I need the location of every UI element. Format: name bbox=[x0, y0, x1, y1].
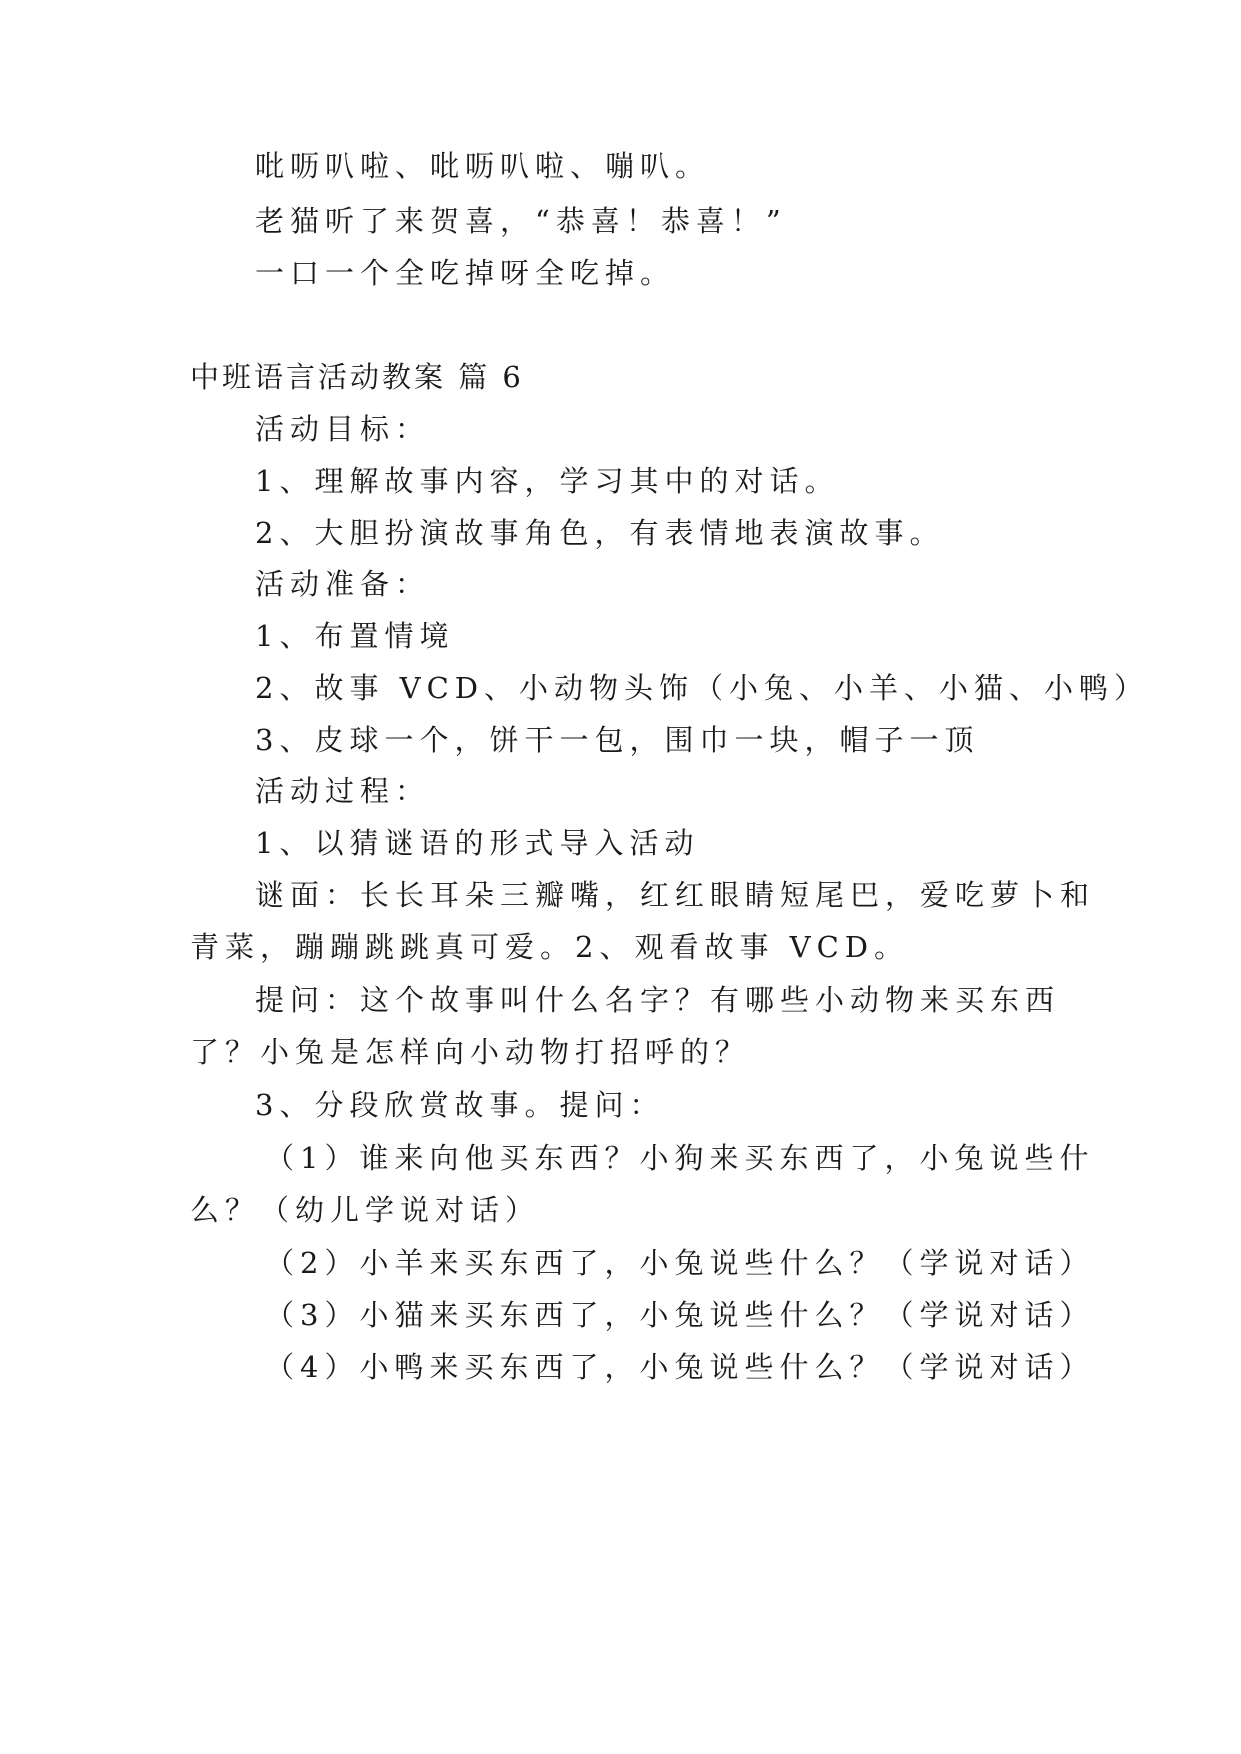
sub-question-3: （3）小猫来买东西了，小兔说些什么？（学说对话） bbox=[265, 1298, 1095, 1332]
sub-question-1-line-1: （1）谁来向他买东西？小狗来买东西了，小兔说些什 bbox=[265, 1141, 1095, 1175]
prep-item-2: 2、故事 VCD、小动物头饰（小兔、小羊、小猫、小鸭） bbox=[255, 671, 1150, 705]
process-step-1: 1、以猜谜语的形式导入活动 bbox=[255, 826, 700, 860]
poem-line-3: 一口一个全吃掉呀全吃掉。 bbox=[255, 256, 676, 290]
poem-line-1: 吡呖叭啦、吡呖叭啦、嘣叭。 bbox=[255, 149, 711, 183]
process-heading: 活动过程： bbox=[255, 774, 431, 808]
riddle-line-2: 青菜，蹦蹦跳跳真可爱。2、观看故事 VCD。 bbox=[190, 930, 910, 964]
sub-question-1-line-2: 么？（幼儿学说对话） bbox=[190, 1193, 541, 1227]
goal-item-2: 2、大胆扮演故事角色，有表情地表演故事。 bbox=[255, 516, 945, 550]
prep-heading: 活动准备： bbox=[255, 567, 431, 601]
prep-item-3: 3、皮球一个，饼干一包，围巾一块，帽子一顶 bbox=[255, 723, 980, 757]
question-line-2: 了？小兔是怎样向小动物打招呼的？ bbox=[190, 1035, 751, 1069]
goal-item-1: 1、理解故事内容，学习其中的对话。 bbox=[255, 464, 840, 498]
riddle-line-1: 谜面：长长耳朵三瓣嘴，红红眼睛短尾巴，爱吃萝卜和 bbox=[255, 878, 1096, 912]
process-step-3: 3、分段欣赏故事。提问： bbox=[255, 1088, 665, 1122]
sub-question-2: （2）小羊来买东西了，小兔说些什么？（学说对话） bbox=[265, 1246, 1095, 1280]
poem-line-2: 老猫听了来贺喜，“恭喜！恭喜！” bbox=[255, 204, 787, 238]
question-line-1: 提问：这个故事叫什么名字？有哪些小动物来买东西 bbox=[255, 983, 1061, 1017]
goal-heading: 活动目标： bbox=[255, 412, 431, 446]
sub-question-4: （4）小鸭来买东西了，小兔说些什么？（学说对话） bbox=[265, 1350, 1095, 1384]
prep-item-1: 1、布置情境 bbox=[255, 619, 455, 653]
section-title: 中班语言活动教案 篇 6 bbox=[190, 360, 524, 394]
